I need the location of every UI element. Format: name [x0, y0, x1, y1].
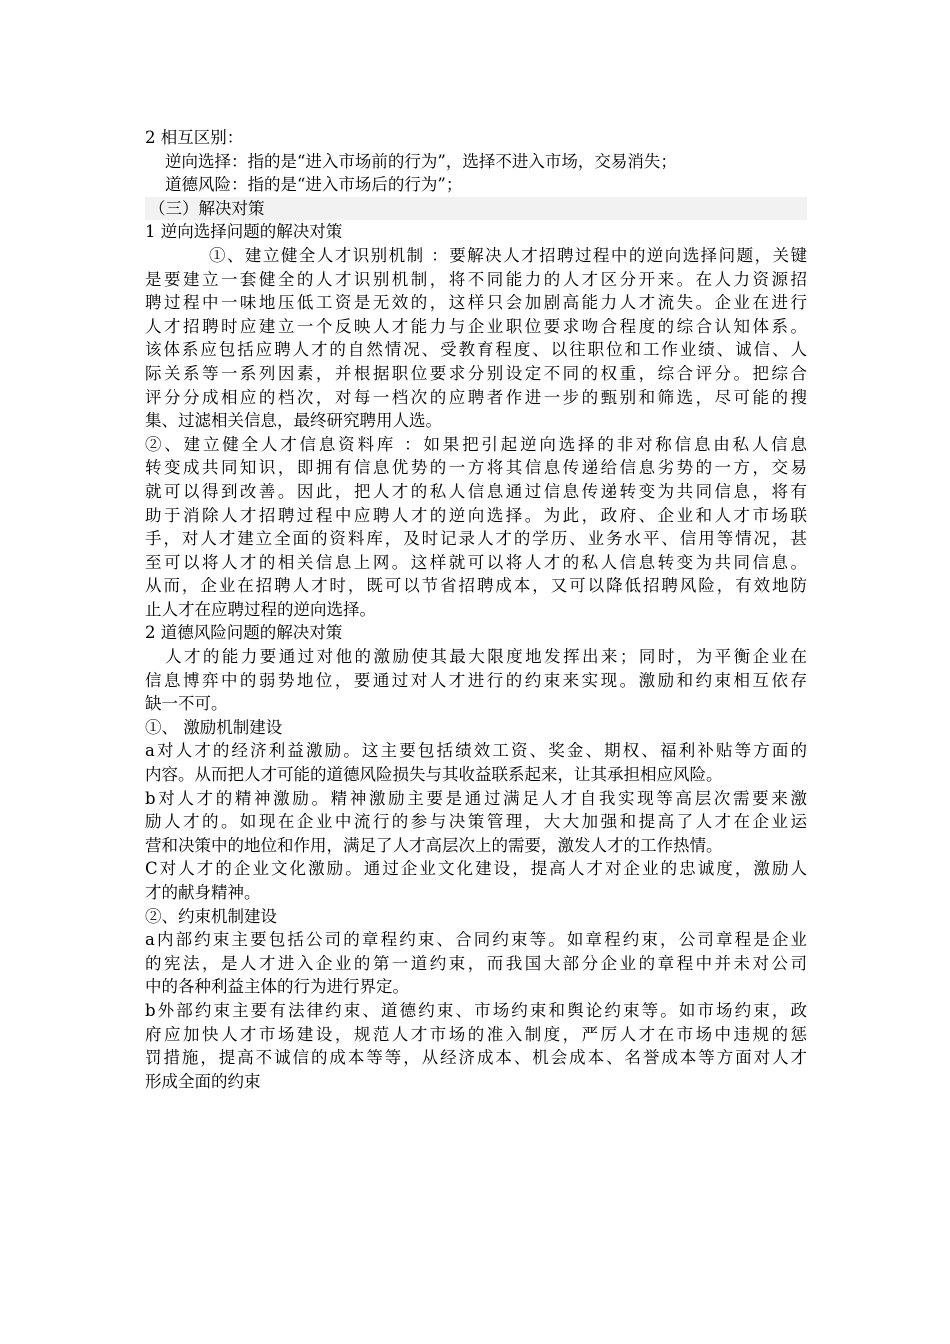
- paragraph-line: ②、建立健全人才信息资料库 ：如果把引起逆向选择的非对称信息由私人信息: [145, 434, 807, 454]
- paragraph-line: 转变成共同知识，即拥有信息优势的一方将其信息传递给信息劣势的一方，交易: [145, 458, 807, 478]
- moral-hazard-definition: 道德风险：指的是“进入市场后的行为”；: [165, 175, 463, 195]
- section-heading-adverse-selection-solutions: 1 逆向选择问题的解决对策: [145, 222, 343, 242]
- subheading-incentive-mechanism: ①、 激励机制建设: [145, 717, 283, 737]
- paragraph-line: ①、建立健全人才识别机制 ：要解决人才招聘过程中的逆向选择问题，关键: [209, 245, 807, 265]
- paragraph-talent-database: [145, 433, 807, 622]
- paragraph-culture-incentive: [145, 857, 807, 904]
- adverse-selection-definition: 逆向选择：指的是“进入市场前的行为”，选择不进入市场，交易消失；: [165, 151, 677, 171]
- paragraph-line: 缺一不可。: [145, 694, 228, 714]
- paragraph-line: 内容。从而把人才可能的道德风险损失与其收益联系起来，让其承担相应风险。: [145, 765, 723, 785]
- paragraph-line: 集、过滤相关信息，最终研究聘用人选。: [145, 411, 442, 431]
- paragraph-line: 形成全面的约束: [145, 1071, 261, 1091]
- paragraph-line: 营和决策中的地位和作用，满足了人才高层次上的需要，激发人才的工作热情。: [145, 835, 723, 855]
- paragraph-line: 就可以得到改善。因此，把人才的私人信息通过信息传递转变为共同信息，将有: [145, 481, 807, 501]
- paragraph-line: 人才招聘时应建立一个反映人才能力与企业职位要求吻合程度的综合认知体系。: [145, 316, 807, 336]
- section-heading-differences: 2 相互区别：: [145, 128, 244, 147]
- paragraph-line: 罚措施，提高不诚信的成本等等，从经济成本、机会成本、名誉成本等方面对人才: [145, 1048, 807, 1068]
- paragraph-line: b外部约束主要有法律约束、道德约束、市场约束和舆论约束等。如市场约束，政: [145, 1000, 807, 1020]
- paragraph-line: 人才的能力要通过对他的激励使其最大限度地发挥出来；同时，为平衡企业在: [165, 647, 807, 667]
- paragraph-line: 从而，企业在招聘人才时，既可以节省招聘成本，又可以降低招聘风险，有效地防: [145, 576, 807, 596]
- paragraph-line: 信息博弈中的弱势地位，要通过对人才进行的约束来实现。激励和约束相互依存: [145, 670, 807, 690]
- paragraph-line: C对人才的企业文化激励。通过企业文化建设，提高人才对企业的忠诚度，激励人: [145, 859, 807, 879]
- paragraph-line: 聘过程中一味地压低工资是无效的，这样只会加剧高能力人才流失。企业在进行: [145, 293, 807, 313]
- paragraph-line: 才的献身精神。: [145, 883, 261, 902]
- paragraph-moral-hazard-intro: [145, 645, 807, 716]
- paragraph-line: 际关系等一系列因素，并根据职位要求分别设定不同的权重，综合评分。把综合: [145, 363, 807, 383]
- paragraph-line: b对人才的精神激励。精神激励主要是通过满足人才自我实现等高层次需要来激: [145, 788, 807, 808]
- section-heading-solutions: （三）解决对策: [145, 197, 807, 221]
- paragraph-line: 该体系应包括应聘人才的自然情况、受教育程度、以往职位和工作业绩、诚信、人: [145, 340, 807, 360]
- subheading-constraint-mechanism: ②、约束机制建设: [145, 906, 277, 926]
- paragraph-line: 中的各种利益主体的行为进行界定。: [145, 977, 409, 997]
- paragraph-line: 助于消除人才招聘过程中应聘人才的逆向选择。为此，政府、企业和人才市场联: [145, 505, 807, 525]
- paragraph-line: a对人才的经济利益激励。这主要包括绩效工资、奖金、期权、福利补贴等方面的: [145, 741, 807, 761]
- paragraph-line: 至可以将人才的相关信息上网。这样就可以将人才的私人信息转变为共同信息。: [145, 552, 807, 572]
- paragraph-spiritual-incentive: [145, 787, 807, 858]
- section-heading-moral-hazard-solutions: 2 道德风险问题的解决对策: [145, 623, 343, 643]
- paragraph-line: 励人才的。如现在企业中流行的参与决策管理，大大加强和提高了人才在企业运: [145, 812, 807, 832]
- document-body: [145, 126, 807, 1093]
- paragraph-internal-constraint: [145, 928, 807, 999]
- paragraph-talent-identification: [145, 244, 807, 433]
- paragraph-line: 评分分成相应的档次，对每一档次的应聘者作进一步的甄别和筛选，尽可能的搜: [145, 387, 807, 407]
- paragraph-line: 手，对人才建立全面的资料库，及时记录人才的学历、业务水平、信用等情况，甚: [145, 529, 807, 549]
- paragraph-line: 府应加快人才市场建设，规范人才市场的准入制度，严厉人才在市场中违规的惩: [145, 1024, 807, 1044]
- paragraph-external-constraint: [145, 999, 807, 1093]
- paragraph-line: a内部约束主要包括公司的章程约束、合同约束等。如章程约束，公司章程是企业: [145, 930, 807, 950]
- paragraph-economic-incentive: [145, 739, 807, 786]
- paragraph-line: 是要建立一套健全的人才识别机制，将不同能力的人才区分开来。在人力资源招: [145, 269, 807, 289]
- paragraph-line: 的宪法，是人才进入企业的第一道约束，而我国大部分企业的章程中并未对公司: [145, 953, 807, 973]
- paragraph-line: 止人才在应聘过程的逆向选择。: [145, 599, 376, 619]
